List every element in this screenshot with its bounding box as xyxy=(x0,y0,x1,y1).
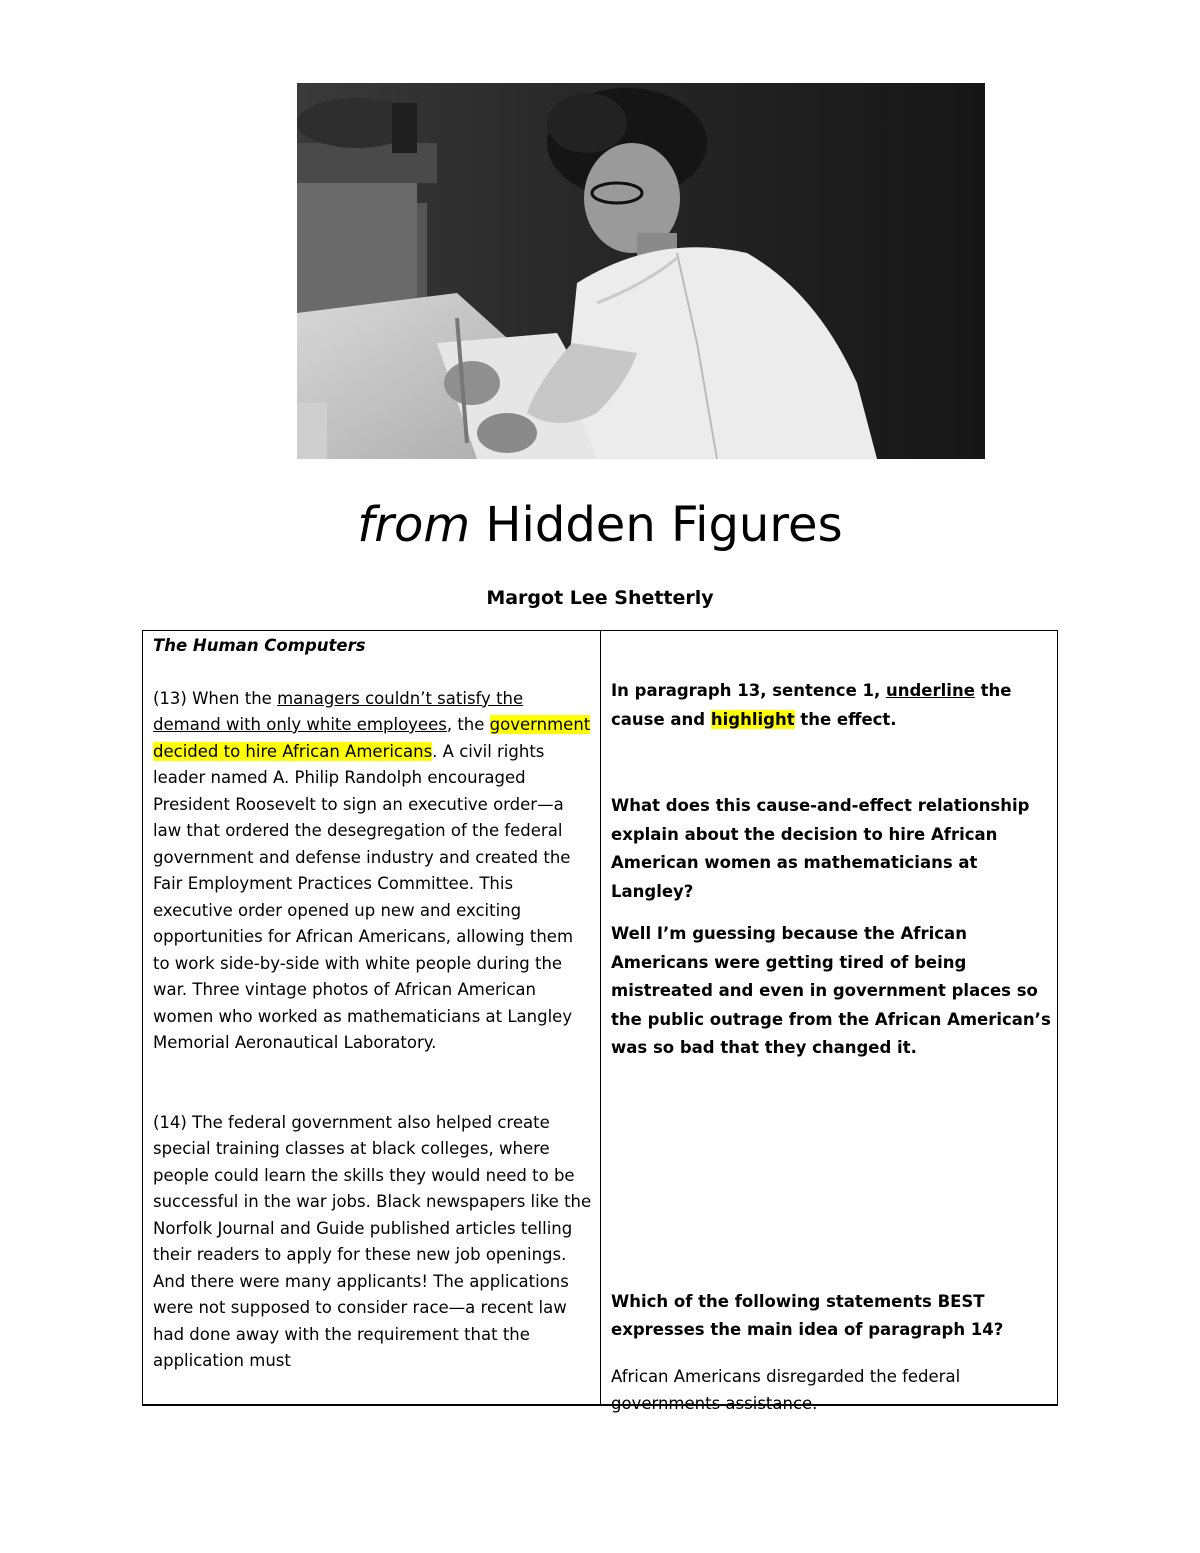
page-title xyxy=(0,490,1200,560)
author-name: Margot Lee Shetterly xyxy=(486,587,714,609)
q1-part1: In paragraph 13, sentence 1, xyxy=(611,681,886,700)
q1-part3: the effect. xyxy=(794,709,897,729)
table-border-left xyxy=(142,631,143,1404)
section-heading: The Human Computers xyxy=(153,636,366,655)
p13-connector: , the xyxy=(446,715,490,734)
p13-rest: . A civil rights leader named A. Philip Randolph encouraged President Roosevelt to sign an executive order—a law that ordered the desegregation of the federal government and defense industry and created the Fair Employment Practices Committee. This executive order opened up new and exciting opportunities for African Americans, allowing them to work side-by-side with white people during the war. Three vintage photos of African American women who worked as mathematicians at Langley Memorial Aeronautical Laboratory. xyxy=(153,741,574,1052)
title-italic: from xyxy=(357,497,471,553)
answer-3: African Americans disregarded the federal governments assistance. xyxy=(611,1366,961,1413)
question-3: Which of the following statements BEST expresses the main idea of paragraph 14? xyxy=(611,1291,1004,1339)
questions-column xyxy=(611,633,1051,1413)
p13-cause: managers couldn’t satisfy the demand with only white employees xyxy=(153,688,524,734)
answer-2: Well I’m guessing because the African Americans were getting tired of being mistreated and even in government places so the public outrage from the African American’s was so bad that they changed it. xyxy=(611,924,1051,1057)
title-main: Hidden Figures xyxy=(470,497,843,553)
p13-effect-highlight: government decided to hire African Americans xyxy=(153,715,591,761)
table-border-right xyxy=(1057,631,1058,1404)
q1-part2: the cause and xyxy=(611,681,1012,729)
q1-underline-word: underline xyxy=(886,681,975,700)
author-photo xyxy=(297,83,985,459)
q1-highlight-word: highlight xyxy=(710,709,795,729)
table-divider xyxy=(600,631,601,1404)
vintage-photo-woman-writing-icon xyxy=(297,83,985,459)
p13-intro: (13) When the xyxy=(153,688,278,708)
question-1 xyxy=(611,677,1051,734)
question-2: What does this cause-and-effect relationship explain about the decision to hire African American women as mathematicians at Langley? xyxy=(611,796,1030,901)
passage-column xyxy=(153,633,593,1401)
reading-table xyxy=(142,630,1058,1413)
paragraph-13 xyxy=(153,686,593,1057)
paragraph-14: (14) The federal government also helped create special training classes at black colleges, where people could learn the skills they would need to be successful in the war jobs. Black newspapers like the Norfolk Journal and Guide published articles telling their readers to apply for these new job openings. And there were many applicants! The applications were not supposed to consider race—a recent law had done away with the requirement that the application must xyxy=(153,1112,592,1370)
